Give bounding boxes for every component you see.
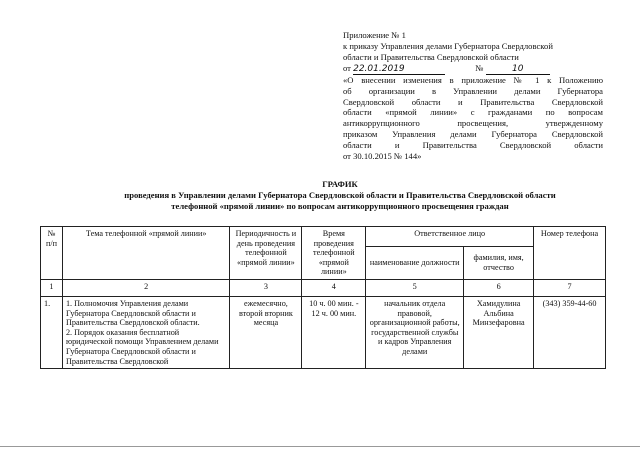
amend-line: «О внесении изменения в приложение № 1 к Положению xyxy=(343,74,603,85)
amend-line: Свердловской области и Правительства Свердловской xyxy=(343,96,603,107)
column-number: 5 xyxy=(366,279,464,296)
amend-line: области «прямой линии» с гражданами по вопросам xyxy=(343,107,603,118)
page-edge-line xyxy=(0,446,640,447)
date-field xyxy=(353,64,445,75)
appendix-order-line-2: области и Правительства Свердловской области xyxy=(343,51,519,62)
handwritten-date: 22.01.2019 xyxy=(353,63,405,74)
column-number: 1 xyxy=(41,279,63,296)
from-label: от xyxy=(343,62,351,73)
table-header-row xyxy=(41,227,606,247)
header-topic: Тема телефонной «прямой линии» xyxy=(62,227,229,280)
schedule-table xyxy=(40,226,606,369)
column-number: 2 xyxy=(62,279,229,296)
header-responsible: Ответственное лицо xyxy=(366,227,534,247)
appendix-block xyxy=(343,30,603,162)
row-num: 1. xyxy=(41,296,63,368)
header-position: наименование должности xyxy=(366,246,464,279)
amend-line: области и Правительства Свердловской области xyxy=(343,140,603,151)
header-fullname: фамилия, имя, отчество xyxy=(464,246,534,279)
topic-item: 1. Полномочия Управления делами Губернатора Свердловской области и Правительства Свердловской области. xyxy=(65,298,200,328)
amend-line: об организации в Управлении делами Губернатора xyxy=(343,85,603,96)
column-number: 3 xyxy=(230,279,302,296)
topic-item: 2. Порядок оказания бесплатной юридической помощи Управлением делами Губернатора Свердловской области и Правительства Свердловской xyxy=(65,327,219,366)
schedule-title xyxy=(40,179,640,212)
amend-line-last: от 30.10.2015 № 144» xyxy=(343,151,422,162)
column-number-row xyxy=(41,279,606,296)
header-period: Периодичность и день проведения телефонной «прямой линии» xyxy=(230,227,302,280)
row-period: ежемесячно, второй вторник месяца xyxy=(230,296,302,368)
row-time: 10 ч. 00 мин. - 12 ч. 00 мин. xyxy=(302,296,366,368)
column-number: 7 xyxy=(534,279,606,296)
number-label: № xyxy=(475,62,484,73)
schedule-heading: ГРАФИК xyxy=(322,179,358,189)
number-field xyxy=(486,64,550,75)
table-row xyxy=(41,296,606,368)
row-position: начальник отдела правовой, организационной работы, государственной службы и кадров Управления делами xyxy=(366,296,464,368)
header-num: № п/п xyxy=(41,227,63,280)
schedule-subtitle-1: проведения в Управлении делами Губернатора Свердловской области и Правительства Свердловской области xyxy=(124,190,556,200)
row-phone: (343) 359-44-60 xyxy=(534,296,606,368)
header-time: Время проведения телефонной «прямой линии» xyxy=(302,227,366,280)
appendix-date-line xyxy=(343,63,603,75)
handwritten-number: 10 xyxy=(512,63,524,74)
appendix-title: Приложение № 1 xyxy=(343,30,406,40)
header-phone: Номер телефона xyxy=(534,227,606,280)
amend-line: приказом Управления делами Губернатора Свердловской xyxy=(343,129,603,140)
row-fullname: Хамидулина Альбина Минзефаровна xyxy=(464,296,534,368)
column-number: 6 xyxy=(464,279,534,296)
schedule-subtitle-2: телефонной «прямой линии» по вопросам антикоррупционного просвещения граждан xyxy=(171,201,509,211)
appendix-order-line: к приказу Управления делами Губернатора Свердловской xyxy=(343,40,553,51)
row-topic xyxy=(62,296,229,368)
amend-line: антикоррупционного просвещения, утвержденному xyxy=(343,118,603,129)
column-number: 4 xyxy=(302,279,366,296)
